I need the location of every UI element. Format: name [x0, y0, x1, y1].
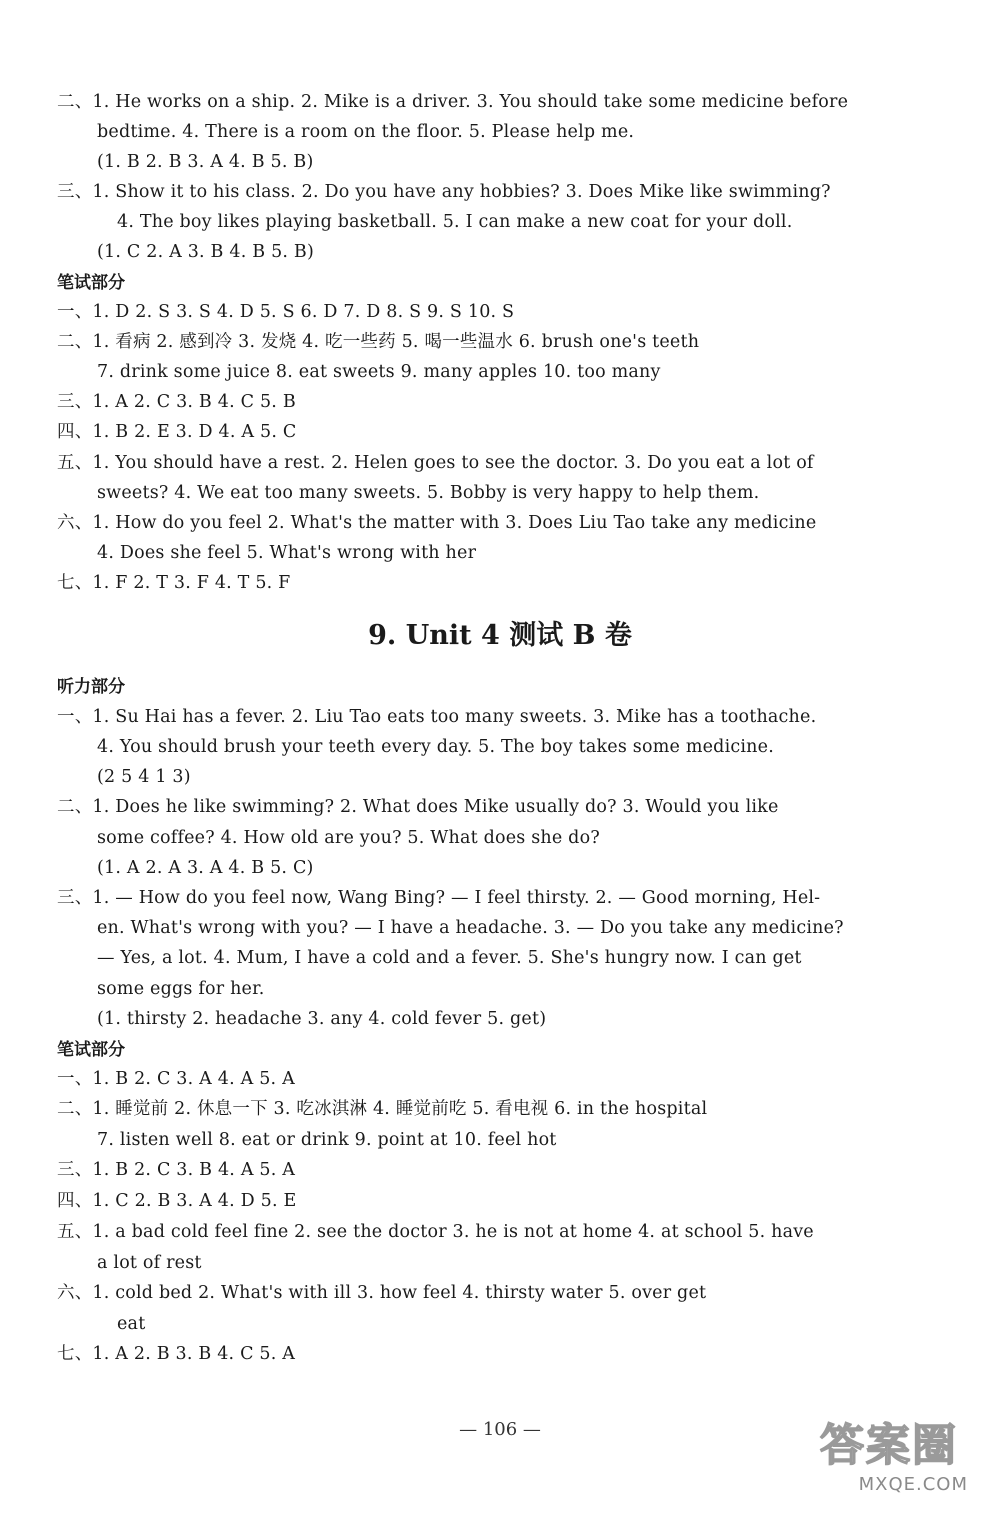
- answer-line: 三、1. — How do you feel now, Wang Bing? — I feel thirsty. 2. — Good morning, Hel-: [57, 888, 821, 908]
- answer-line: a lot of rest: [97, 1253, 202, 1273]
- answer-line: 4. You should brush your teeth every day. 5. The boy takes some medicine.: [97, 737, 774, 757]
- answer-line: 四、1. C 2. B 3. A 4. D 5. E: [57, 1191, 297, 1211]
- answer-line: bedtime. 4. There is a room on the floor. 5. Please help me.: [97, 122, 635, 142]
- answer-line: (1. thirsty 2. headache 3. any 4. cold fever 5. get): [97, 1009, 547, 1029]
- answer-line: 七、1. A 2. B 3. B 4. C 5. A: [57, 1344, 296, 1364]
- answer-line: 4. The boy likes playing basketball. 5. I can make a new coat for your doll.: [117, 212, 793, 232]
- section-heading-listening: 听力部分: [57, 677, 125, 697]
- answer-line: 五、1. You should have a rest. 2. Helen goes to see the doctor. 3. Do you eat a lot of: [57, 453, 814, 473]
- answer-line: 五、1. a bad cold feel fine 2. see the doctor 3. he is not at home 4. at school 5. have: [57, 1222, 814, 1242]
- answer-line: 7. drink some juice 8. eat sweets 9. many apples 10. too many: [97, 362, 661, 382]
- answer-line: 二、1. Does he like swimming? 2. What does Mike usually do? 3. Would you like: [57, 797, 779, 817]
- answer-line: — Yes, a lot. 4. Mum, I have a cold and a fever. 5. She's hungry now. I can get: [97, 948, 802, 968]
- section-heading-written: 笔试部分: [57, 273, 125, 293]
- answer-line: en. What's wrong with you? — I have a headache. 3. — Do you take any medicine?: [97, 918, 844, 938]
- watermark-logo-icon: 答案圈: [820, 1420, 958, 1471]
- answer-line: some coffee? 4. How old are you? 5. What does she do?: [97, 828, 600, 848]
- answer-line: 三、1. B 2. C 3. B 4. A 5. A: [57, 1160, 296, 1180]
- watermark: [788, 1409, 968, 1495]
- watermark-url: MXQE.COM: [858, 1474, 968, 1495]
- answer-line: sweets? 4. We eat too many sweets. 5. Bobby is very happy to help them.: [97, 483, 760, 503]
- answer-line: 7. listen well 8. eat or drink 9. point at 10. feel hot: [97, 1130, 557, 1150]
- answer-line: 六、1. How do you feel 2. What's the matter with 3. Does Liu Tao take any medicine: [57, 513, 817, 533]
- answer-line: 七、1. F 2. T 3. F 4. T 5. F: [57, 573, 291, 593]
- answer-line: 4. Does she feel 5. What's wrong with her: [97, 543, 477, 563]
- answer-line: 二、1. 看病 2. 感到冷 3. 发烧 4. 吃一些药 5. 喝一些温水 6. brush one's teeth: [57, 332, 700, 352]
- answer-line: 三、1. A 2. C 3. B 4. C 5. B: [57, 392, 296, 412]
- answer-line: 一、1. B 2. C 3. A 4. A 5. A: [57, 1069, 295, 1089]
- answer-line: 二、1. He works on a ship. 2. Mike is a driver. 3. You should take some medicine before: [57, 92, 849, 112]
- answer-line: 一、1. D 2. S 3. S 4. D 5. S 6. D 7. D 8. S 9. S 10. S: [57, 302, 515, 322]
- answer-line: (2 5 4 1 3): [97, 767, 191, 787]
- answer-line: some eggs for her.: [97, 979, 265, 999]
- answer-line: (1. A 2. A 3. A 4. B 5. C): [97, 858, 314, 878]
- section-title: 9. Unit 4 测试 B 卷: [368, 620, 632, 651]
- answer-line: (1. B 2. B 3. A 4. B 5. B): [97, 152, 314, 172]
- answer-line: 二、1. 睡觉前 2. 休息一下 3. 吃冰淇淋 4. 睡觉前吃 5. 看电视 6. in the hospital: [57, 1099, 708, 1119]
- answer-line: 六、1. cold bed 2. What's with ill 3. how feel 4. thirsty water 5. over get: [57, 1283, 707, 1303]
- answer-line: 三、1. Show it to his class. 2. Do you have any hobbies? 3. Does Mike like swimming?: [57, 182, 831, 202]
- section-heading-written: 笔试部分: [57, 1040, 125, 1060]
- page-number: — 106 —: [459, 1419, 541, 1440]
- answer-line: (1. C 2. A 3. B 4. B 5. B): [97, 242, 315, 262]
- answer-line: 一、1. Su Hai has a fever. 2. Liu Tao eats too many sweets. 3. Mike has a toothache.: [57, 707, 817, 727]
- answer-line: eat: [117, 1314, 146, 1334]
- answer-line: 四、1. B 2. E 3. D 4. A 5. C: [57, 422, 297, 442]
